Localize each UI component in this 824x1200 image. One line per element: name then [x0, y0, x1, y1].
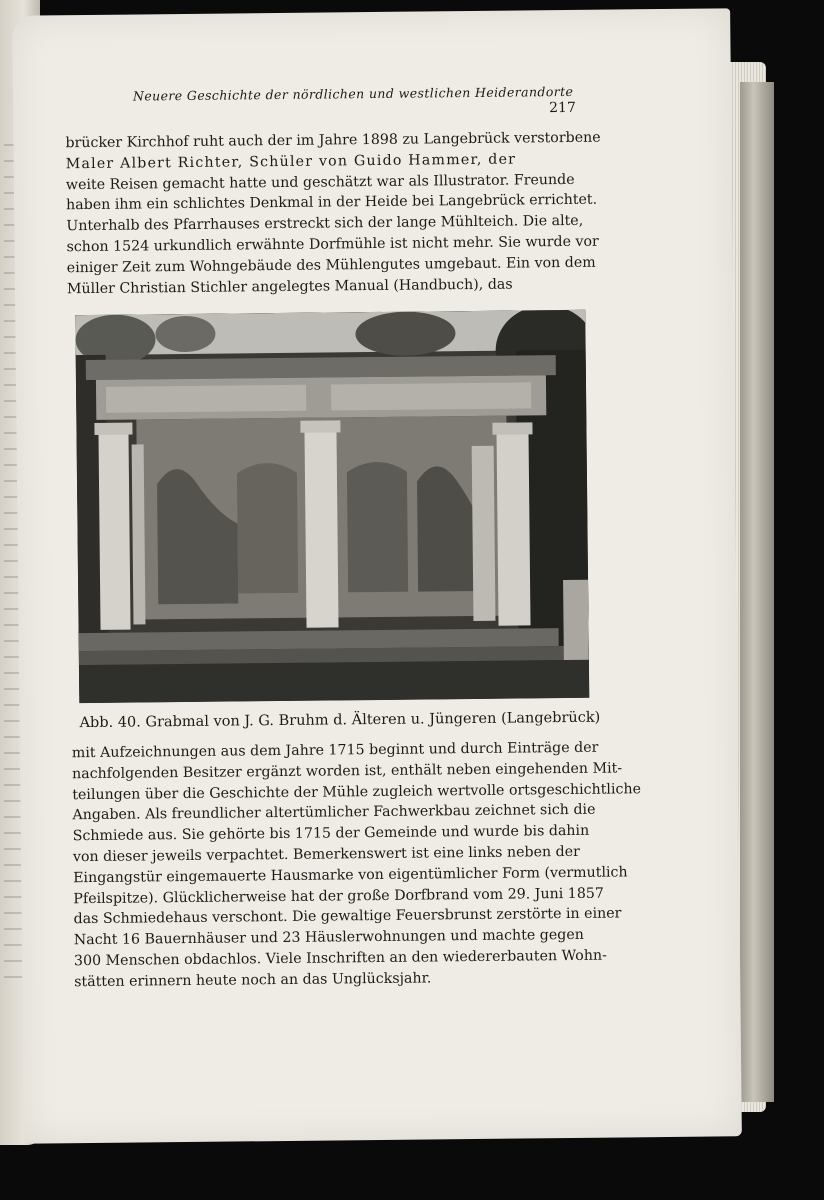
figure-photo-tomb [75, 310, 589, 703]
figure-caption: Abb. 40. Grabmal von J. G. Bruhm d. Älteren u. Jüngeren (Langebrück) [79, 709, 601, 732]
text-line: Maler Albert Richter, Schüler von Guido Hammer, der [65, 151, 517, 173]
text-line: Pfeilspitze). Glücklicherweise hat der große Dorfbrand vom 29. Juni 1857 [73, 885, 604, 907]
text-line: Eingangstür eingemauerte Hausmarke von eigentümlicher Form (vermutlich [73, 864, 628, 886]
text-line: das Schmiedehaus verschont. Die gewaltige Feuersbrunst zerstörte in einer [73, 905, 622, 928]
paragraph-top [65, 128, 601, 300]
book-page [12, 8, 742, 1143]
text-line: nachfolgenden Besitzer ergänzt worden ist, enthält neben eingehenden Mit- [71, 760, 623, 783]
text-line: Schmiede aus. Sie gehörte bis 1715 der Gemeinde und wurde bis dahin [72, 822, 590, 845]
text-line: Müller Christian Stichler angelegtes Manual (Handbuch), das [66, 276, 513, 297]
text-line: Angaben. Als freundlicher altertümlicher Fachwerkbau zeichnet sich die [72, 802, 596, 824]
text-line: haben ihm ein schlichtes Denkmal in der Heide bei Langebrück errichtet. [66, 192, 598, 214]
running-head: Neuere Geschichte der nördlichen und westlichen Heiderandorte [132, 83, 574, 104]
page-number: 217 [549, 99, 576, 117]
text-line: stätten erinnern heute noch an das Unglücksjahr. [74, 970, 432, 990]
text-line: brücker Kirchhof ruht auch der im Jahre 1898 zu Langebrück verstorbene [65, 129, 601, 152]
text-line: schon 1524 urkundlich erwähnte Dorfmühle ist nicht mehr. Sie wurde vor [66, 233, 599, 256]
text-line: teilungen über die Geschichte der Mühle zugleich wertvolle ortsgeschichtliche [72, 780, 642, 803]
text-line: Nacht 16 Bauernhäuser und 23 Häuslerwohnungen und machte gegen [73, 927, 584, 949]
book-cover-edge [740, 82, 774, 1102]
text-line: Unterhalb des Pfarrhauses erstreckt sich der lange Mühlteich. Die alte, [66, 213, 584, 235]
tomb-photograph [75, 310, 589, 703]
text-line: 300 Menschen obdachlos. Viele Inschriften an den wiedererbauten Wohn- [73, 947, 607, 970]
text-line: einiger Zeit zum Wohngebäude des Mühlengutes umgebaut. Ein von dem [66, 254, 596, 277]
text-line: weite Reisen gemacht hatte und geschätzt war als Illustrator. Freunde [65, 171, 575, 193]
paragraph-bottom [71, 738, 642, 993]
text-line: mit Aufzeichnungen aus dem Jahre 1715 beginnt und durch Einträge der [71, 739, 599, 762]
text-line: von dieser jeweils verpachtet. Bemerkenswert ist eine links neben der [72, 843, 580, 866]
